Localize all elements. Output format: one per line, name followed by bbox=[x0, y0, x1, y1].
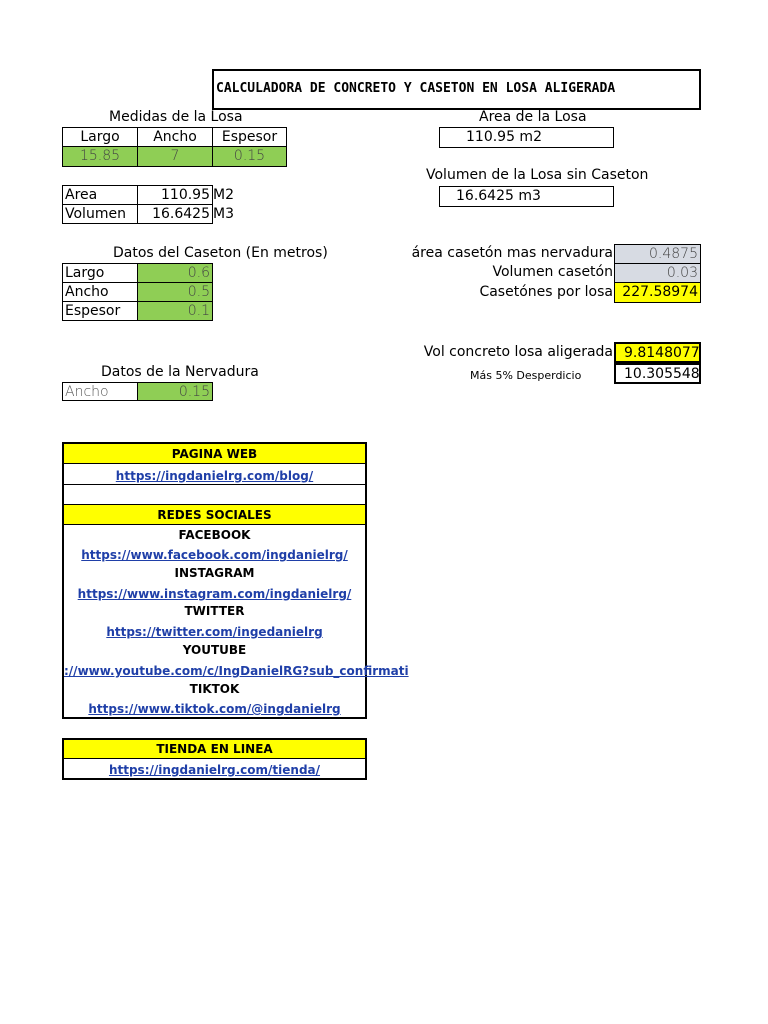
caseton-espesor-input[interactable]: 0.1 bbox=[137, 301, 213, 321]
volumen-caseton-value: 0.03 bbox=[614, 263, 701, 283]
redes-sociales-heading: REDES SOCIALES bbox=[64, 505, 365, 525]
losa-header-ancho: Ancho bbox=[137, 127, 213, 147]
links-box bbox=[62, 442, 409, 719]
volumen-value: 16.6425 bbox=[137, 204, 213, 224]
blank-row bbox=[64, 485, 365, 505]
losa-ancho-input[interactable]: 7 bbox=[137, 146, 213, 167]
volumen-unit: M3 bbox=[213, 206, 234, 222]
caseton-largo-input[interactable]: 0.6 bbox=[137, 263, 213, 283]
store-box bbox=[62, 738, 367, 780]
store-link[interactable]: https://ingdanielrg.com/tienda/ bbox=[108, 763, 321, 777]
volumen-label: Volumen bbox=[62, 204, 138, 224]
losa-header-espesor: Espesor bbox=[212, 127, 287, 147]
losa-espesor-input[interactable]: 0.15 bbox=[212, 146, 287, 167]
losa-heading: Medidas de la Losa bbox=[109, 109, 243, 125]
facebook-label: FACEBOOK bbox=[178, 528, 251, 542]
page-title: CALCULADORA DE CONCRETO Y CASETON EN LOSA ALIGERADA bbox=[216, 81, 616, 96]
vol-concreto-value: 9.8148077 bbox=[614, 342, 701, 363]
web-link-row bbox=[64, 464, 365, 485]
tiktok-link[interactable]: https://www.tiktok.com/@ingdanielrg bbox=[88, 702, 341, 716]
caseton-ancho-label: Ancho bbox=[62, 282, 138, 302]
volumen-sin-caseton-heading: Volumen de la Losa sin Caseton bbox=[426, 167, 649, 183]
store-row bbox=[64, 759, 365, 780]
caseton-heading: Datos del Caseton (En metros) bbox=[113, 245, 328, 261]
casetones-label: Casetónes por losa bbox=[479, 284, 613, 300]
volumen-caseton-label: Volumen casetón bbox=[492, 264, 613, 280]
casetones-value: 227.58974 bbox=[614, 282, 701, 303]
losa-largo-input[interactable]: 15.85 bbox=[62, 146, 138, 167]
nervadura-heading: Datos de la Nervadura bbox=[101, 364, 259, 380]
losa-header-largo: Largo bbox=[62, 127, 138, 147]
youtube-label: YOUTUBE bbox=[182, 643, 247, 657]
tiktok-label: TIKTOK bbox=[189, 682, 240, 696]
instagram-label: INSTAGRAM bbox=[174, 566, 255, 580]
facebook-row bbox=[64, 544, 365, 565]
desperdicio-value: 10.305548 bbox=[614, 363, 701, 384]
nervadura-ancho-input[interactable]: 0.15 bbox=[137, 382, 213, 401]
youtube-link[interactable]: ://www.youtube.com/c/IngDanielRG?sub_confirmati bbox=[64, 664, 409, 678]
area-losa-value: 110.95 m2 bbox=[439, 127, 614, 148]
title-box bbox=[212, 69, 701, 110]
desperdicio-label: Más 5% Desperdicio bbox=[470, 369, 582, 382]
area-caseton-value: 0.4875 bbox=[614, 244, 701, 264]
area-losa-heading: Area de la Losa bbox=[479, 109, 587, 125]
twitter-link[interactable]: https://twitter.com/ingedanielrg bbox=[106, 625, 323, 639]
youtube-row bbox=[64, 660, 409, 681]
web-link[interactable]: https://ingdanielrg.com/blog/ bbox=[115, 469, 314, 483]
area-caseton-label: área casetón mas nervadura bbox=[411, 245, 613, 261]
pagina-web-heading: PAGINA WEB bbox=[64, 444, 365, 464]
area-unit: M2 bbox=[213, 187, 234, 203]
twitter-label: TWITTER bbox=[184, 604, 245, 618]
vol-concreto-label: Vol concreto losa aligerada bbox=[423, 344, 613, 360]
tiktok-row bbox=[64, 698, 365, 719]
volumen-sin-caseton-value: 16.6425 m3 bbox=[439, 186, 614, 207]
area-value: 110.95 bbox=[137, 185, 213, 205]
instagram-link[interactable]: https://www.instagram.com/ingdanielrg/ bbox=[77, 587, 352, 601]
caseton-largo-label: Largo bbox=[62, 263, 138, 283]
twitter-row bbox=[64, 621, 365, 642]
caseton-espesor-label: Espesor bbox=[62, 301, 138, 321]
area-label: Area bbox=[62, 185, 138, 205]
facebook-link[interactable]: https://www.facebook.com/ingdanielrg/ bbox=[81, 548, 348, 562]
caseton-ancho-input[interactable]: 0.5 bbox=[137, 282, 213, 302]
nervadura-ancho-label: Ancho bbox=[62, 382, 138, 401]
store-heading: TIENDA EN LINEA bbox=[64, 740, 365, 759]
